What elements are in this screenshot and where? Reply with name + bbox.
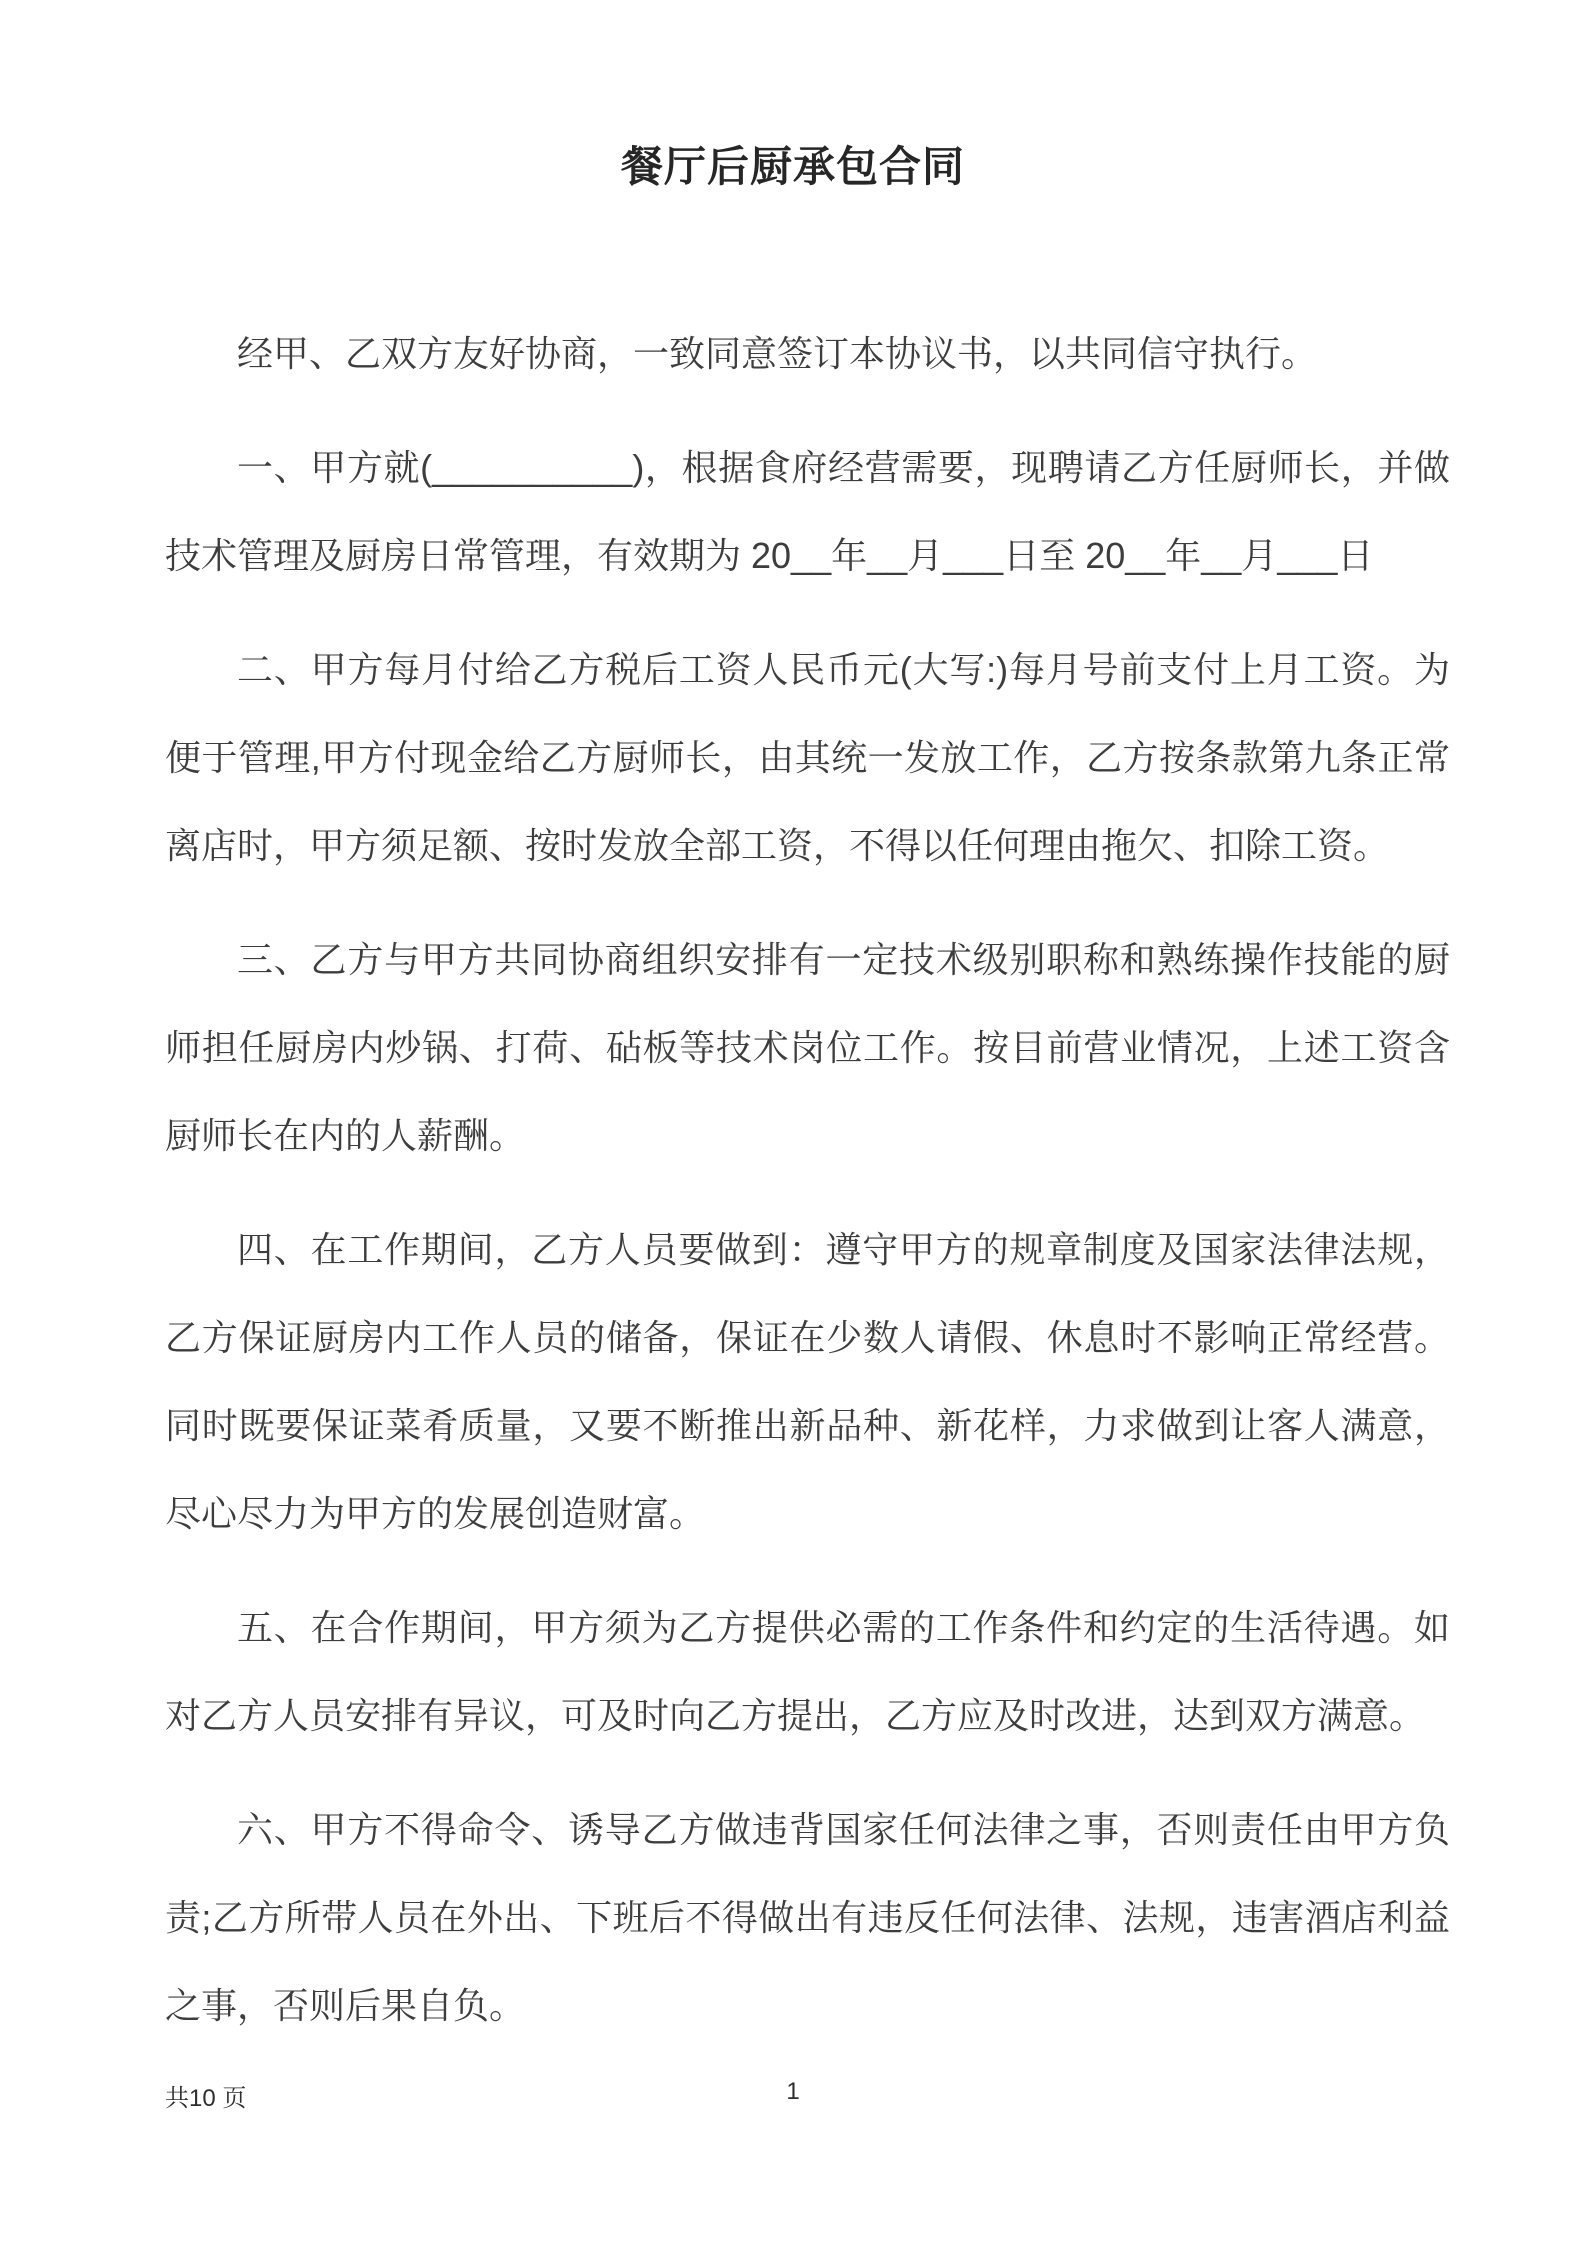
paragraph-clause-6: 六、甲方不得命令、诱导乙方做违背国家任何法律之事，否则责任由甲方负责;乙方所带人员在外出、下班后不得做出有违反任何法律、法规，违害酒店利益之事，否则后果自负。 [165,1809,1450,2027]
paragraph-clause-5: 五、在合作期间，甲方须为乙方提供必需的工作条件和约定的生活待遇。如对乙方人员安排有异议，可及时向乙方提出，乙方应及时改进，达到双方满意。 [165,1607,1450,1737]
document-title: 餐厅后厨承包合同 [620,143,965,190]
paragraph-clause-4: 四、在工作期间，乙方人员要做到：遵守甲方的规章制度及国家法律法规，乙方保证厨房内工作人员的储备，保证在少数人请假、休息时不影响正常经营。同时既要保证菜肴质量，又要不断推出新品种、新花样，力求做到让客人满意，尽心尽力为甲方的发展创造财富。 [165,1229,1450,1535]
paragraph-clause-1: 一、甲方就(__________)，根据食府经营需要，现聘请乙方任厨师长，并做技术管理及厨房日常管理，有效期为 20__年__月___日至 20__年__月___日 [165,447,1450,577]
footer-page-count: 共10 页 [165,2085,247,2112]
paragraph-clause-2: 二、甲方每月付给乙方税后工资人民币元(大写:)每月号前支付上月工资。为便于管理,甲方付现金给乙方厨师长，由其统一发放工作，乙方按条款第九条正常离店时，甲方须足额、按时发放全部工资，不得以任何理由拖欠、扣除工资。 [165,649,1450,867]
paragraph-intro: 经甲、乙双方友好协商，一致同意签订本协议书，以共同信守执行。 [237,333,1318,375]
footer-page-number: 1 [786,2078,800,2105]
paragraph-clause-3: 三、乙方与甲方共同协商组织安排有一定技术级别职称和熟练操作技能的厨师担任厨房内炒锅、打荷、砧板等技术岗位工作。按目前营业情况，上述工资含厨师长在内的人薪酬。 [165,939,1450,1157]
page-footer [165,2078,1450,2118]
